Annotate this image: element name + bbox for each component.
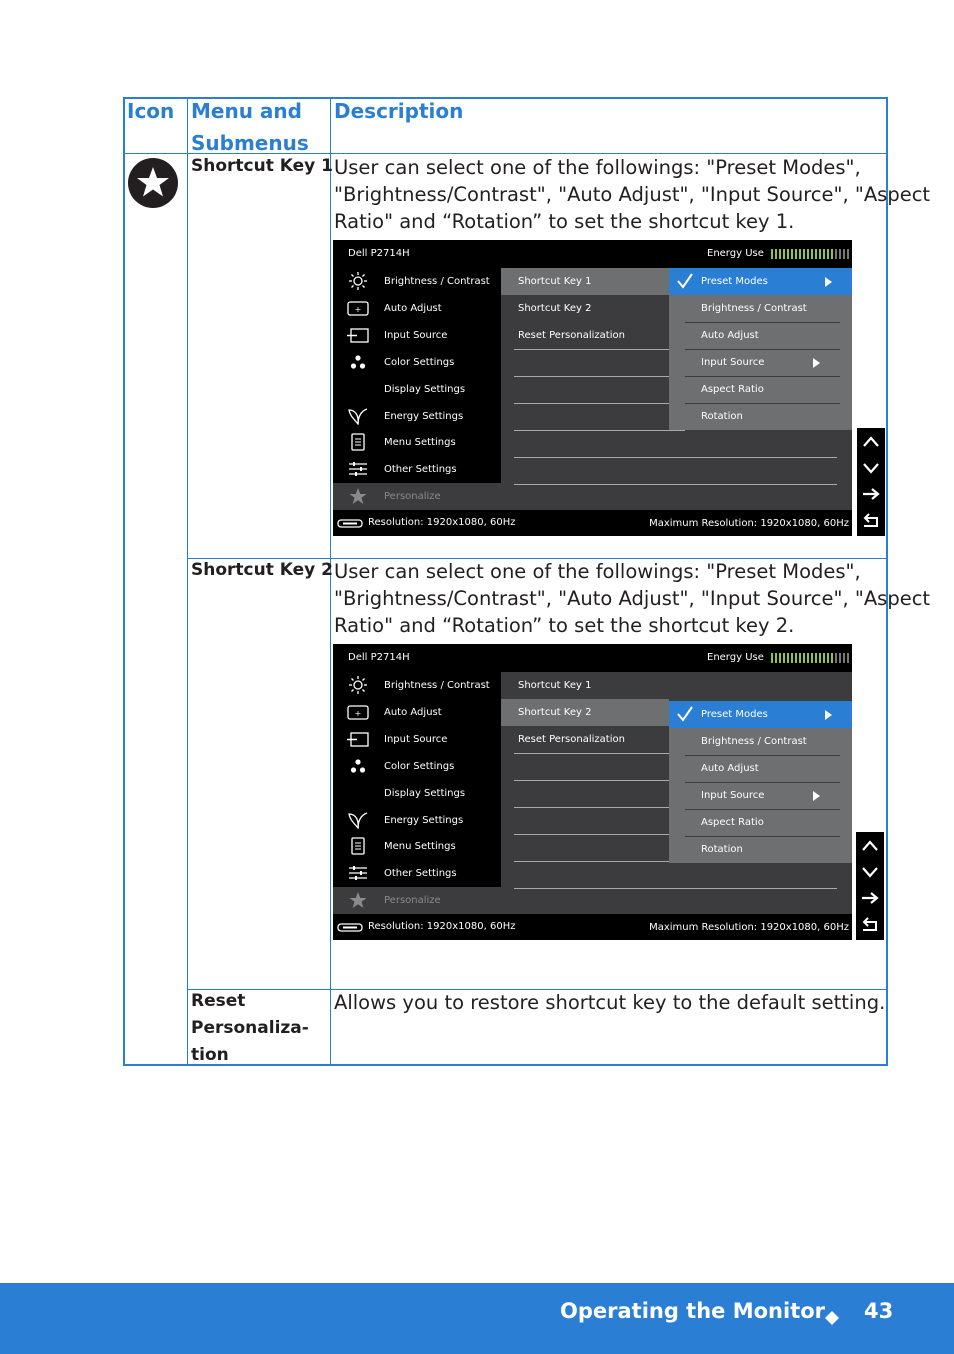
desc-line: Ratio" and “Rotation” to set the shortcut key 1. <box>334 210 795 233</box>
osd-personalize-label: Reset Personalization <box>518 330 625 341</box>
nav-down-icon[interactable] <box>860 862 880 882</box>
osd-main-menu-label: Energy Settings <box>384 410 464 422</box>
osd-main-menu-item[interactable] <box>333 726 501 753</box>
desc-line: Ratio" and “Rotation” to set the shortcut key 2. <box>334 614 795 637</box>
osd-main-menu-item[interactable] <box>333 349 501 376</box>
osd-shortcut-option-label: Aspect Ratio <box>701 817 764 828</box>
osd-model-name: Dell P2714H <box>348 652 410 663</box>
osd-shortcut-option-label: Input Source <box>701 790 765 801</box>
osd-main-menu-item[interactable] <box>333 753 501 780</box>
osd-main-menu-item[interactable] <box>333 807 501 834</box>
color-settings-icon <box>347 757 369 775</box>
osd-shortcut-option[interactable] <box>669 701 852 728</box>
check-icon <box>676 272 694 290</box>
nav-up-icon[interactable] <box>861 432 881 452</box>
osd-divider <box>514 349 669 350</box>
check-icon <box>676 705 694 723</box>
nav-up-icon[interactable] <box>860 836 880 856</box>
star-icon <box>127 157 179 209</box>
osd-status-bar <box>333 914 852 940</box>
brightness-icon <box>347 676 369 694</box>
color-settings-icon <box>347 353 369 371</box>
desc-line: User can select one of the followings: "Preset Modes", <box>334 156 861 179</box>
osd-max-resolution: Maximum Resolution: 1920x1080, 60Hz <box>649 922 849 933</box>
star-icon <box>347 891 369 909</box>
osd-shortcut-options <box>669 701 852 863</box>
arrow-right-icon <box>813 791 820 801</box>
osd-main-menu-item[interactable] <box>333 672 501 699</box>
osd-divider <box>514 376 669 377</box>
osd-status-bar <box>333 510 852 536</box>
osd-shortcut-option-label: Brightness / Contrast <box>701 736 807 747</box>
osd-personalize-item[interactable] <box>514 295 669 322</box>
osd-energy-label: Energy Use <box>707 248 764 259</box>
osd-main-menu-item[interactable] <box>333 833 501 860</box>
osd-main-menu-label: Brightness / Contrast <box>384 680 490 691</box>
osd-main-menu-item[interactable] <box>333 483 501 510</box>
osd-energy-label: Energy Use <box>707 652 764 663</box>
osd-shortcut-option[interactable] <box>685 755 840 783</box>
osd-shortcut-option[interactable] <box>685 728 840 756</box>
osd-main-menu-label: Display Settings <box>384 383 466 395</box>
nav-down-icon[interactable] <box>861 458 881 478</box>
other-settings-icon <box>347 864 369 882</box>
svg-text:+: + <box>354 304 362 314</box>
osd-shortcut-option[interactable] <box>685 376 840 404</box>
osd-personalize-item[interactable] <box>514 672 669 699</box>
page-footer <box>0 1283 954 1354</box>
osd-shortcut-option-label: Rotation <box>701 411 743 422</box>
osd-personalize-item[interactable] <box>501 699 669 726</box>
arrow-right-icon <box>825 710 832 720</box>
osd-main-menu-item[interactable] <box>333 403 501 430</box>
osd-personalize-item[interactable] <box>514 726 669 753</box>
osd-main-menu-label: Color Settings <box>384 356 455 368</box>
osd-main-menu-item[interactable] <box>333 429 501 456</box>
osd-title-bar <box>333 644 852 672</box>
menu-shortcut-key-2: Shortcut Key 2 <box>191 560 333 580</box>
header-description: Description <box>334 99 464 123</box>
osd-main-menu-item[interactable] <box>333 699 501 726</box>
menu-reset-personalization: Reset <box>191 991 246 1011</box>
osd-shortcut-option[interactable] <box>685 836 840 864</box>
header-icon: Icon <box>127 99 175 123</box>
osd-divider <box>514 861 669 862</box>
energy-meter-icon <box>771 653 851 663</box>
osd-divider <box>514 807 669 808</box>
osd-personalize-label: Shortcut Key 2 <box>518 303 592 314</box>
osd-shortcut-option[interactable] <box>685 809 840 837</box>
osd-main-menu-label: Personalize <box>384 491 441 503</box>
diamond-icon <box>825 1311 839 1325</box>
osd-main-menu-label: Display Settings <box>384 787 466 799</box>
osd-shortcut-option[interactable] <box>685 322 840 350</box>
osd-shortcut-option[interactable] <box>685 295 840 323</box>
osd-main-menu-item[interactable] <box>333 268 501 295</box>
desc-line: User can select one of the followings: "Preset Modes", <box>334 560 861 583</box>
osd-shortcut-option[interactable] <box>685 349 840 377</box>
osd-shortcut-option-label: Preset Modes <box>701 276 768 287</box>
footer-title: Operating the Monitor <box>560 1299 826 1323</box>
menu-settings-icon <box>347 837 369 855</box>
osd-main-menu-item[interactable] <box>333 780 501 807</box>
energy-leaf-icon <box>347 407 369 425</box>
page-number: 43 <box>864 1299 894 1323</box>
osd-screenshot-shortcut-key-2 <box>333 644 852 940</box>
osd-nav-buttons <box>857 428 885 536</box>
osd-resolution: Resolution: 1920x1080, 60Hz <box>368 517 516 528</box>
osd-main-menu <box>333 268 501 510</box>
osd-resolution: Resolution: 1920x1080, 60Hz <box>368 921 516 932</box>
osd-max-resolution: Maximum Resolution: 1920x1080, 60Hz <box>649 518 849 529</box>
osd-shortcut-option-label: Brightness / Contrast <box>701 303 807 314</box>
osd-main-menu-label: Menu Settings <box>384 841 456 853</box>
arrow-right-icon <box>813 358 820 368</box>
energy-meter-icon <box>771 249 851 259</box>
osd-main-menu <box>333 672 501 914</box>
svg-text:+: + <box>354 708 362 718</box>
energy-leaf-icon <box>347 811 369 829</box>
menu-shortcut-key-1: Shortcut Key 1 <box>191 156 333 176</box>
osd-personalize-item[interactable] <box>514 322 669 349</box>
osd-main-menu-item[interactable] <box>333 295 501 322</box>
osd-shortcut-option-label: Auto Adjust <box>701 763 759 774</box>
osd-main-menu-label: Brightness / Contrast <box>384 276 490 287</box>
desc-line: "Brightness/Contrast", "Auto Adjust", "Input Source", "Aspect <box>334 587 931 610</box>
osd-shortcut-option[interactable] <box>685 782 840 810</box>
osd-main-menu-label: Auto Adjust <box>384 302 442 314</box>
osd-divider <box>514 753 669 754</box>
osd-main-menu-label: Other Settings <box>384 464 457 476</box>
osd-shortcut-option-label: Aspect Ratio <box>701 384 764 395</box>
menu-reset-personalization: Personaliza- <box>191 1018 309 1038</box>
osd-shortcut-option[interactable] <box>669 268 852 295</box>
osd-divider <box>514 403 669 404</box>
osd-main-menu-label: Energy Settings <box>384 814 464 826</box>
osd-personalize-item[interactable] <box>501 268 669 295</box>
auto-adjust-icon <box>347 703 369 721</box>
osd-main-menu-label: Input Source <box>384 733 448 745</box>
nav-back-icon[interactable] <box>860 914 880 934</box>
osd-shortcut-option[interactable] <box>685 403 840 431</box>
osd-shortcut-option-label: Input Source <box>701 357 765 368</box>
osd-main-menu-label: Personalize <box>384 895 441 907</box>
osd-personalize-label: Shortcut Key 1 <box>518 680 592 691</box>
osd-main-menu-item[interactable] <box>333 887 501 914</box>
osd-divider <box>514 834 669 835</box>
osd-divider <box>669 484 837 485</box>
osd-shortcut-option-label: Auto Adjust <box>701 330 759 341</box>
osd-main-menu-label: Other Settings <box>384 868 457 880</box>
osd-divider <box>669 888 837 889</box>
osd-divider <box>514 430 669 431</box>
osd-divider <box>514 457 669 458</box>
osd-main-menu-label: Input Source <box>384 329 448 341</box>
menu-settings-icon <box>347 433 369 451</box>
menu-reset-personalization: tion <box>191 1045 229 1065</box>
osd-main-menu-item[interactable] <box>333 456 501 483</box>
osd-title-bar <box>333 240 852 268</box>
auto-adjust-icon <box>347 299 369 317</box>
header-menu-line2: Submenus <box>191 131 309 155</box>
desc-line: Allows you to restore shortcut key to the default setting. <box>334 991 886 1014</box>
osd-shortcut-options <box>669 268 852 430</box>
brightness-icon <box>347 272 369 290</box>
hdmi-icon <box>337 923 363 932</box>
osd-personalize-label: Shortcut Key 1 <box>518 276 592 287</box>
osd-divider <box>514 484 669 485</box>
hdmi-icon <box>337 519 363 528</box>
osd-screenshot-shortcut-key-1 <box>333 240 852 536</box>
osd-main-menu-item[interactable] <box>333 322 501 349</box>
osd-main-menu-item[interactable] <box>333 860 501 887</box>
osd-divider <box>514 888 669 889</box>
osd-divider <box>514 780 669 781</box>
osd-divider <box>669 457 837 458</box>
osd-shortcut-option-label: Preset Modes <box>701 709 768 720</box>
osd-nav-buttons <box>856 832 884 940</box>
input-source-icon <box>347 326 369 344</box>
nav-back-icon[interactable] <box>861 510 881 530</box>
nav-enter-icon[interactable] <box>861 484 881 504</box>
osd-shortcut-option-label: Rotation <box>701 844 743 855</box>
star-icon <box>347 487 369 505</box>
nav-enter-icon[interactable] <box>860 888 880 908</box>
osd-main-menu-label: Menu Settings <box>384 437 456 449</box>
osd-main-menu-label: Auto Adjust <box>384 706 442 718</box>
header-menu-line1: Menu and <box>191 99 302 123</box>
osd-personalize-label: Reset Personalization <box>518 734 625 745</box>
table-rule <box>187 98 188 1066</box>
osd-model-name: Dell P2714H <box>348 248 410 259</box>
arrow-right-icon <box>825 277 832 287</box>
osd-main-menu-item[interactable] <box>333 376 501 403</box>
desc-line: "Brightness/Contrast", "Auto Adjust", "Input Source", "Aspect <box>334 183 931 206</box>
osd-main-menu-label: Color Settings <box>384 760 455 772</box>
input-source-icon <box>347 730 369 748</box>
other-settings-icon <box>347 460 369 478</box>
osd-personalize-label: Shortcut Key 2 <box>518 707 592 718</box>
